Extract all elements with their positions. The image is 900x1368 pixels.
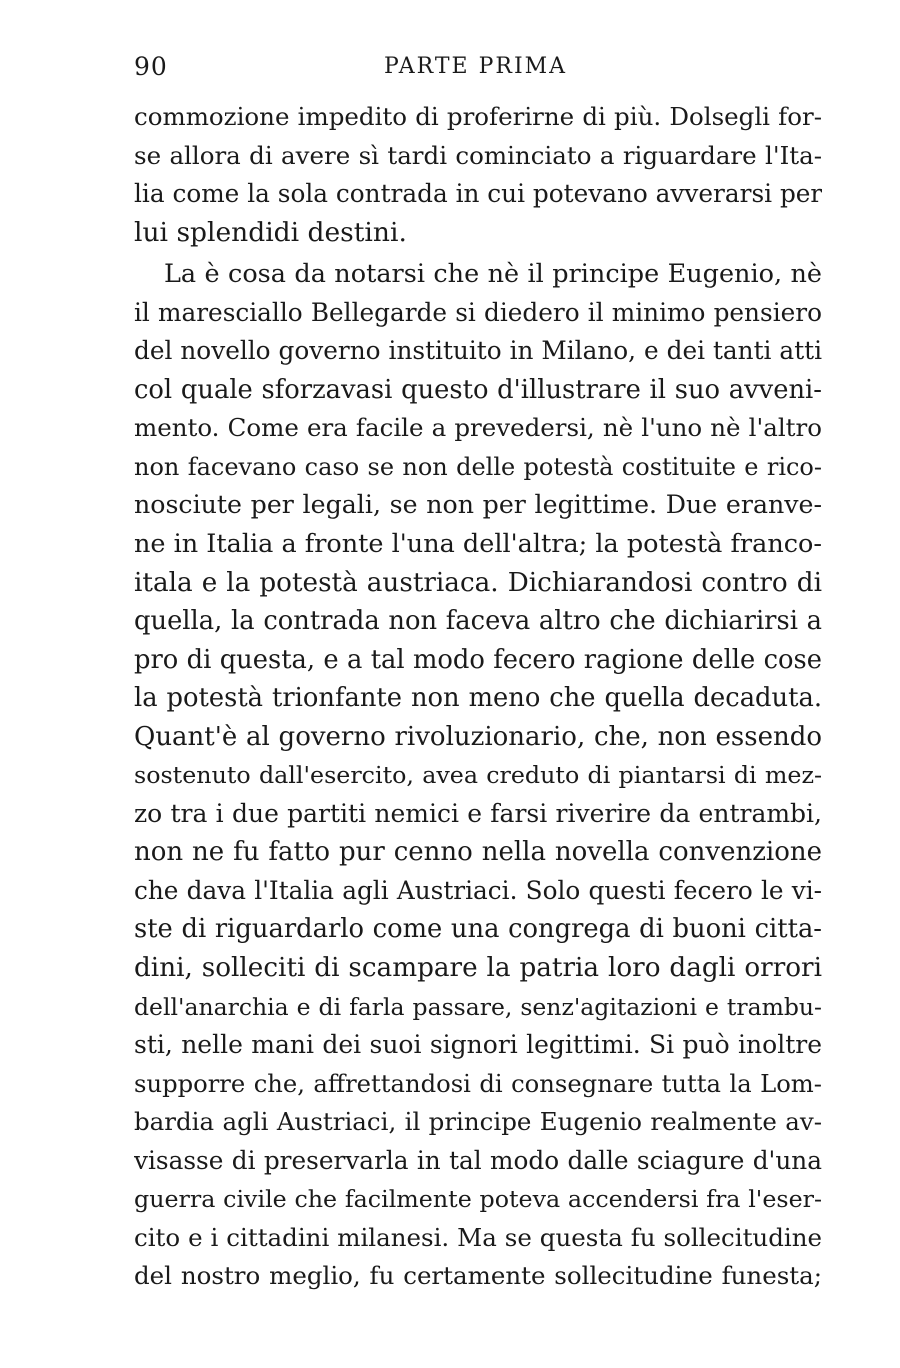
text-line: nosciute per legali, se non per legittime. Due eranve- bbox=[134, 490, 822, 520]
text-line: La è cosa da notarsi che nè il principe Eugenio, nè bbox=[164, 259, 822, 290]
text-line: zo tra i due partiti nemici e farsi riverire da entrambi, bbox=[134, 798, 822, 828]
text-line: il maresciallo Bellegarde si diedero il minimo pensiero bbox=[134, 297, 822, 327]
text-line: se allora di avere sì tardi cominciato a riguardare l'Ita- bbox=[134, 140, 822, 170]
text-line: ste di riguardarlo come una congrega di buoni citta- bbox=[134, 914, 822, 945]
body-text bbox=[134, 98, 822, 1296]
paragraph-2 bbox=[134, 255, 822, 1296]
text-line: sostenuto dall'esercito, avea creduto di piantarsi di mez- bbox=[134, 761, 822, 790]
text-line: la potestà trionfante non meno che quella decaduta. bbox=[134, 683, 822, 714]
page-number: 90 bbox=[134, 52, 168, 81]
text-line: col quale sforzavasi questo d'illustrare il suo avveni- bbox=[134, 374, 822, 405]
text-line: ne in Italia a fronte l'una dell'altra; la potestà franco- bbox=[134, 529, 822, 560]
running-head: PARTE PRIMA bbox=[384, 54, 568, 79]
text-line: non facevano caso se non delle potestà costituite e rico- bbox=[134, 452, 822, 481]
text-line: bardia agli Austriaci, il principe Eugenio realmente av- bbox=[134, 1107, 822, 1137]
text-line: itala e la potestà austriaca. Dichiarandosi contro di bbox=[134, 567, 822, 598]
text-line: supporre che, affrettandosi di consegnare tutta la Lom- bbox=[134, 1068, 822, 1098]
text-line: lia come la sola contrada in cui potevano avverarsi per bbox=[134, 179, 822, 209]
text-line: quella, la contrada non faceva altro che dichiarirsi a bbox=[134, 606, 822, 637]
text-line: dell'anarchia e di farla passare, senz'agitazioni e trambu- bbox=[134, 992, 822, 1021]
text-line: guerra civile che facilmente poteva accendersi fra l'eser- bbox=[134, 1185, 822, 1214]
text-line: del nostro meglio, fu certamente sollecitudine funesta; bbox=[134, 1261, 822, 1291]
text-line: non ne fu fatto pur cenno nella novella convenzione bbox=[134, 837, 822, 868]
text-line: cito e i cittadini milanesi. Ma se questa fu sollecitudine bbox=[134, 1222, 822, 1252]
text-line: visasse di preservarla in tal modo dalle sciagure d'una bbox=[134, 1145, 822, 1175]
text-line: che dava l'Italia agli Austriaci. Solo questi fecero le vi- bbox=[134, 875, 822, 905]
text-line: Quant'è al governo rivoluzionario, che, non essendo bbox=[134, 721, 822, 752]
text-line: del novello governo instituito in Milano, e dei tanti atti bbox=[134, 336, 822, 366]
text-line: sti, nelle mani dei suoi signori legittimi. Si può inoltre bbox=[134, 1030, 822, 1060]
paragraph-1 bbox=[134, 98, 822, 252]
text-line: dini, solleciti di scampare la patria loro dagli orrori bbox=[134, 953, 822, 984]
page-header bbox=[130, 52, 820, 92]
text-line: lui splendidi destini. bbox=[134, 216, 407, 248]
text-line: pro di questa, e a tal modo fecero ragione delle cose bbox=[134, 644, 822, 675]
text-line: mento. Come era facile a prevedersi, nè l'uno nè l'altro bbox=[134, 413, 822, 443]
text-line: commozione impedito di proferirne di più. Dolsegli for- bbox=[134, 102, 822, 131]
